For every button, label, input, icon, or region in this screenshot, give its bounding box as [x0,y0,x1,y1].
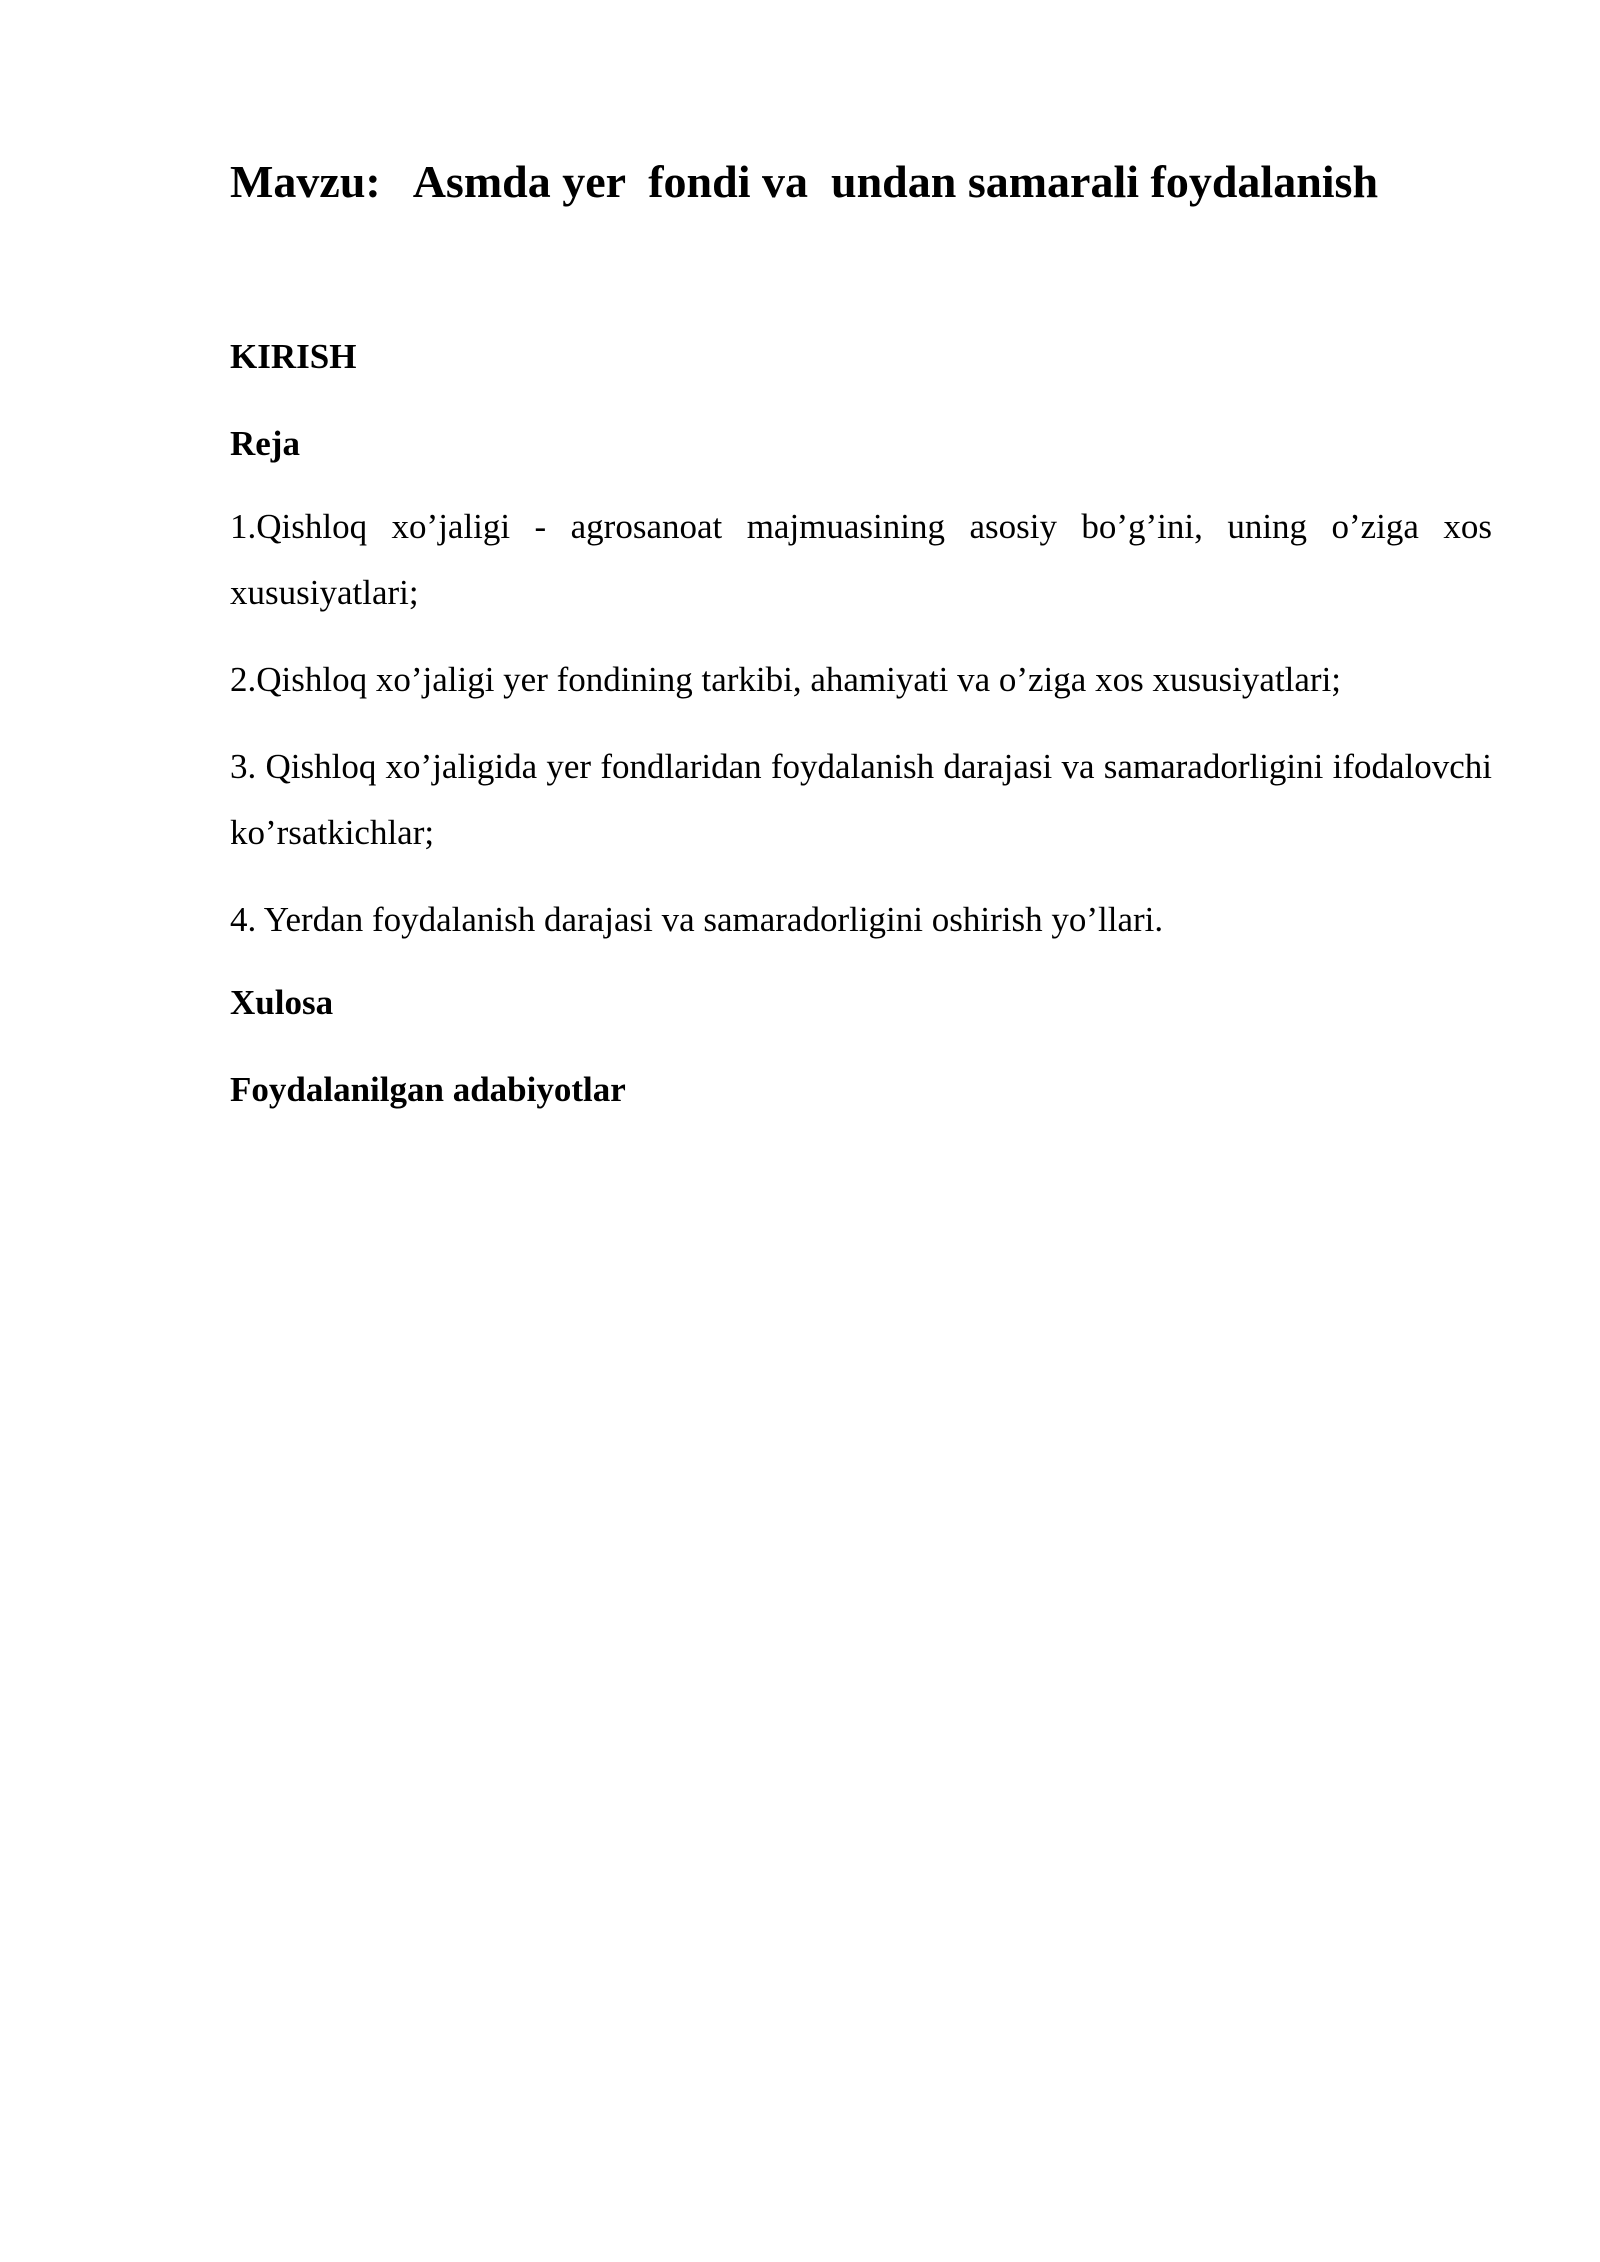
plan-list [230,494,1492,953]
plan-item-4: 4. Yerdan foydalanish darajasi va samaradorligini oshirish yo’llari. [230,900,1164,939]
references-heading: Foydalanilgan adabiyotlar [230,1070,626,1109]
plan-item-1: 1.Qishloq xo’jaligi - agrosanoat majmuasining asosiy bo’g’ini, uning o’ziga xos xususiyatlari; [230,507,1492,612]
plan-heading: Reja [230,424,300,463]
plan-item-2: 2.Qishloq xo’jaligi yer fondining tarkibi, ahamiyati va o’ziga xos xususiyatlari; [230,660,1342,699]
plan-item-3: 3. Qishloq xo’jaligida yer fondlaridan foydalanish darajasi va samaradorligini ifodalovchi ko’rsatkichlar; [230,747,1492,852]
intro-heading: KIRISH [230,337,357,376]
conclusion-heading: Xulosa [230,983,334,1022]
document-content [230,150,1492,1115]
document-title: Mavzu: Asmda yer fondi va undan samarali foydalanish [230,156,1379,207]
